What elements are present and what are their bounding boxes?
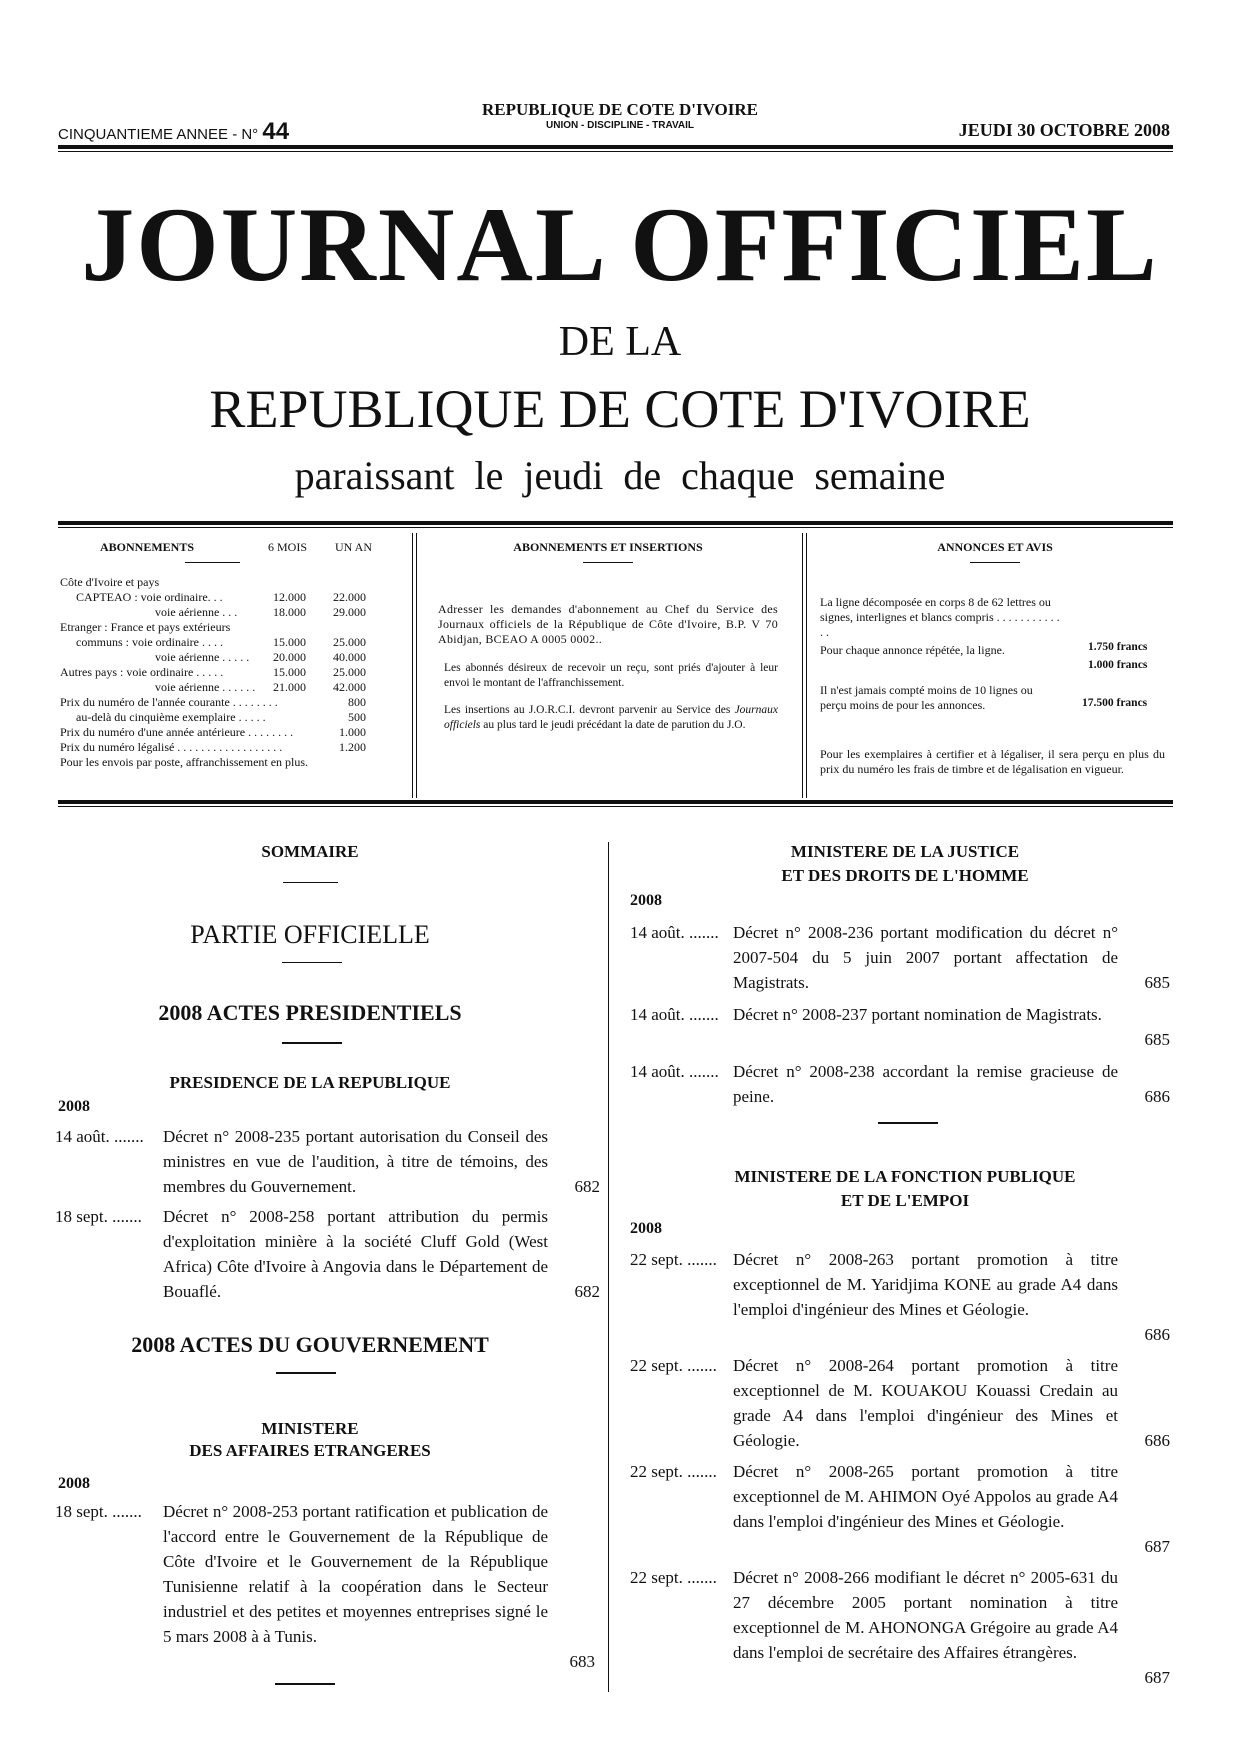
- masthead-rule: [58, 145, 1173, 149]
- masthead-republic: [440, 100, 800, 131]
- subscription-unan: 25.000: [333, 635, 366, 649]
- entry-date: 22 sept. .......: [630, 1250, 717, 1269]
- subscription-row: [60, 665, 405, 680]
- year-2008: 2008: [58, 1475, 90, 1492]
- entry-page: 686: [1144, 1325, 1170, 1344]
- subscription-label: CAPTEAO : voie ordinaire. . .: [76, 590, 223, 604]
- subscription-unan: 40.000: [333, 650, 366, 664]
- subscription-label: voie aérienne . . .: [155, 605, 238, 619]
- subscription-unan: 29.000: [333, 605, 366, 619]
- annonces-header-dash: [970, 562, 1020, 563]
- subscription-label: Pour les envois par poste, affranchissement en plus.: [60, 755, 309, 769]
- subscription-label: Prix du numéro légalisé . . . . . . . . . . . . . . . . . .: [60, 740, 283, 754]
- subscription-row: [60, 725, 405, 740]
- entry-page: 686: [1144, 1431, 1170, 1450]
- subscriptions-header-dash: [185, 562, 240, 563]
- entry-date: 18 sept. .......: [55, 1502, 142, 1521]
- entry-text: Décret n° 2008-266 modifiant le décret n° 2005-631 du 27 décembre 2005 portant nomination à titre exceptionnel de M. AHONONGA Grégoire au grade A4 dans l'emploi de secrétaire des Affaires étrangères.: [733, 1568, 1118, 1662]
- annonces-p3: Il n'est jamais compté moins de 10 lignes ou perçu moins de pour les annonces.: [820, 683, 1033, 712]
- insertions-p1: Adresser les demandes d'abonnement au Chef du Service des Journaux officiels de la République de Côte d'Ivoire, B.P. V 70 Abidjan, BCEAO A 0005 0002..: [438, 602, 778, 646]
- year-2008: 2008: [630, 1220, 662, 1237]
- justice-line2: ET DES DROITS DE L'HOMME: [781, 866, 1029, 885]
- issue-label: CINQUANTIEME ANNEE - N°: [58, 126, 259, 143]
- entry-page: 683: [569, 1652, 595, 1671]
- ministere-ae-line1: MINISTERE: [261, 1419, 359, 1438]
- actes-pres-dash: [282, 1042, 342, 1044]
- ministere-ae-line2: DES AFFAIRES ETRANGERES: [189, 1441, 431, 1460]
- issue-no: 44: [262, 118, 290, 145]
- box-divider-1b: [416, 533, 417, 798]
- subscription-6mois: 15.000: [273, 665, 306, 679]
- annonces-p2-price: 1.000 francs: [1088, 659, 1148, 671]
- annonces-box: [820, 540, 1170, 776]
- subscription-unan: 500: [348, 710, 366, 724]
- ministere-justice-heading: [640, 840, 1170, 888]
- subscription-label: Autres pays : voie ordinaire . . . . .: [60, 665, 224, 679]
- subscription-label: au-delà du cinquième exemplaire . . . . .: [76, 710, 266, 724]
- col-unan: UN AN: [335, 540, 373, 554]
- subscription-6mois: 20.000: [273, 650, 306, 664]
- entry-text: Décret n° 2008-264 portant promotion à titre exceptionnel de M. KOUAKOU Kouassi Credain au grade A4 dans l'emploi d'ingénieur des Mines et Géologie.: [733, 1356, 1118, 1450]
- actes-gouvernement-heading: 2008 ACTES DU GOUVERNEMENT: [131, 1332, 489, 1357]
- insertions-p3: [438, 703, 778, 733]
- entry-page: 687: [1144, 1668, 1170, 1687]
- subscription-label: Prix du numéro d'une année antérieure . . . . . . . .: [60, 725, 294, 739]
- justice-end-dash: [878, 1122, 938, 1124]
- box-divider-1a: [412, 533, 413, 798]
- insertions-p3-b: au plus tard le jeudi précédant la date de parution du J.O.: [480, 719, 746, 731]
- subscription-6mois: 15.000: [273, 635, 306, 649]
- entry-page: 682: [574, 1177, 600, 1196]
- subscription-label: Prix du numéro de l'année courante . . . . . . . .: [60, 695, 278, 709]
- subscription-row: [60, 590, 405, 605]
- subscription-row: [60, 635, 405, 650]
- entry-date: 14 août. .......: [630, 1062, 719, 1081]
- subscription-6mois: 21.000: [273, 680, 306, 694]
- subscription-label: voie aérienne . . . . . .: [155, 680, 256, 694]
- republic-name: REPUBLIQUE DE COTE D'IVOIRE: [482, 100, 758, 119]
- entry-date: 14 août. .......: [630, 1005, 719, 1024]
- entry-text: Décret n° 2008-235 portant autorisation du Conseil des ministres en vue de l'audition, à titre de témoins, des membres du Gouvernement.: [163, 1127, 548, 1196]
- partie-officielle: PARTIE OFFICIELLE: [190, 920, 430, 949]
- subscription-unan: 22.000: [333, 590, 366, 604]
- presidence-heading: PRESIDENCE DE LA REPUBLIQUE: [169, 1073, 451, 1092]
- subscription-row: [60, 620, 405, 635]
- year-2008: 2008: [630, 892, 662, 909]
- insertions-header: ABONNEMENTS ET INSERTIONS: [513, 540, 703, 554]
- journal-title: JOURNAL OFFICIEL: [81, 186, 1159, 303]
- title-country: REPUBLIQUE DE COTE D'IVOIRE: [209, 379, 1031, 439]
- subscription-row: [60, 755, 405, 770]
- entry-date: 14 août. .......: [55, 1127, 144, 1146]
- box-divider-2a: [802, 533, 803, 798]
- title-de-la: DE LA: [558, 319, 682, 365]
- entry-text: Décret n° 2008-263 portant promotion à titre exceptionnel de M. Yaridjima KONE au grade A4 dans l'emploi d'ingénieur des Mines et Géologie.: [733, 1250, 1118, 1319]
- subscription-unan: 1.000: [339, 725, 366, 739]
- subscription-row: [60, 605, 405, 620]
- entry-text: Décret n° 2008-237 portant nomination de Magistrats.: [733, 1005, 1102, 1024]
- subscriptions-header: ABONNEMENTS: [100, 540, 195, 554]
- entry-date: 22 sept. .......: [630, 1462, 717, 1481]
- entry-date: 22 sept. .......: [630, 1356, 717, 1375]
- col-6mois: 6 MOIS: [268, 540, 308, 554]
- fonction-line2: ET DE L'EMPOI: [840, 1191, 970, 1210]
- justice-line1: MINISTERE DE LA JUSTICE: [790, 842, 1020, 861]
- entry-text: Décret n° 2008-236 portant modification du décret n° 2007-504 du 5 juin 2007 portant affectation de Magistrats.: [733, 923, 1118, 992]
- subscription-row: [60, 710, 405, 725]
- end-dash-left: [275, 1683, 335, 1685]
- actes-presidentiels-heading: 2008 ACTES PRESIDENTIELS: [158, 1000, 462, 1025]
- fonction-line1: MINISTERE DE LA FONCTION PUBLIQUE: [734, 1167, 1076, 1186]
- annonces-p1-price: 1.750 francs: [1088, 641, 1148, 653]
- box-divider-2b: [806, 533, 807, 798]
- sommaire-dash: [283, 882, 338, 883]
- ministere-fonction-heading: [640, 1165, 1170, 1213]
- subscriptions-box: [60, 540, 405, 769]
- subscription-row: [60, 650, 405, 665]
- subscription-unan: 1.200: [339, 740, 366, 754]
- entry-text: Décret n° 2008-258 portant attribution du permis d'exploitation minière à la société Cluff Gold (West Africa) Côte d'Ivoire à Angovia dans le Département de Bouaflé.: [163, 1207, 548, 1301]
- subscription-unan: 800: [348, 695, 366, 709]
- insertions-p3-em: Journaux officiels: [444, 704, 778, 731]
- entry-text: Décret n° 2008-265 portant promotion à titre exceptionnel de M. AHIMON Oyé Appolos au grade A4 dans l'emploi d'ingénieur des Mines et Géologie.: [733, 1462, 1118, 1531]
- annonces-p2: Pour chaque annonce répétée, la ligne.: [820, 643, 1005, 657]
- annonces-header: ANNONCES ET AVIS: [937, 540, 1053, 554]
- issue-date: JEUDI 30 OCTOBRE 2008: [958, 120, 1170, 140]
- motto: UNION - DISCIPLINE - TRAVAIL: [546, 120, 694, 131]
- year-2008: 2008: [58, 1098, 90, 1115]
- box-top-rule: [58, 521, 1173, 525]
- subscription-label: communs : voie ordinaire . . . .: [76, 635, 223, 649]
- subscription-unan: 25.000: [333, 665, 366, 679]
- insertions-p3-a: Les insertions au J.O.R.C.I. devront parvenir au Service des: [444, 704, 735, 716]
- subscription-unan: 42.000: [333, 680, 366, 694]
- subscriptions-table: [60, 575, 405, 770]
- annonces-p3-price: 17.500 francs: [1082, 697, 1148, 709]
- box-bottom-rule-thin: [58, 806, 1173, 807]
- insertions-box: [438, 540, 778, 733]
- actes-gouv-dash: [276, 1372, 336, 1374]
- partie-dash: [282, 962, 342, 963]
- masthead-rule-thin: [58, 151, 1173, 152]
- entry-date: 18 sept. .......: [55, 1207, 142, 1226]
- subscription-label: Etranger : France et pays extérieurs: [60, 620, 231, 634]
- subscription-row: [60, 680, 405, 695]
- entry-text: Décret n° 2008-238 accordant la remise gracieuse de peine.: [733, 1062, 1118, 1106]
- entry-page: 682: [574, 1282, 600, 1301]
- subscription-row: [60, 740, 405, 755]
- insertions-p2: Les abonnés désireux de recevoir un reçu, sont priés d'ajouter à leur envoi le montant de l'affranchissement.: [444, 662, 778, 689]
- entry-page: 685: [1144, 1030, 1170, 1049]
- subscription-label: Côte d'Ivoire et pays: [60, 575, 160, 589]
- subscription-6mois: 18.000: [273, 605, 306, 619]
- box-top-rule-thin: [58, 527, 1173, 528]
- insertions-header-dash: [583, 562, 633, 563]
- subscription-row: [60, 575, 405, 590]
- column-divider: [608, 842, 609, 1692]
- entry-text: Décret n° 2008-253 portant ratification et publication de l'accord entre le Gouvernement de la République de Côte d'Ivoire et le Gouvernement de la République Tunisienne relatif à la coopération dans le Secteur industriel et des petites et moyennes entreprises signé le 5 mars 2008 à à Tunis.: [163, 1502, 548, 1646]
- entry-page: 687: [1144, 1537, 1170, 1556]
- title-subtitle: paraissant le jeudi de chaque semaine: [294, 453, 946, 498]
- entry-date: 14 août. .......: [630, 923, 719, 942]
- subscription-6mois: 12.000: [273, 590, 306, 604]
- entry-page: 686: [1144, 1087, 1170, 1106]
- entry-page: 685: [1144, 973, 1170, 992]
- box-bottom-rule: [58, 800, 1173, 804]
- issue-number: [58, 118, 289, 146]
- subscription-label: voie aérienne . . . . .: [155, 650, 250, 664]
- entry-date: 22 sept. .......: [630, 1568, 717, 1587]
- ministere-ae-heading: [60, 1418, 560, 1462]
- annonces-p4: Pour les exemplaires à certifier et à légaliser, il sera perçu en plus du prix du numéro les frais de timbre et de légalisation en vigueur.: [820, 747, 1165, 776]
- subscription-row: [60, 695, 405, 710]
- sommaire-heading: SOMMAIRE: [261, 842, 359, 861]
- annonces-p1: La ligne décomposée en corps 8 de 62 lettres ou signes, interlignes et blancs compris . . . . . . . . . . . . .: [820, 595, 1060, 639]
